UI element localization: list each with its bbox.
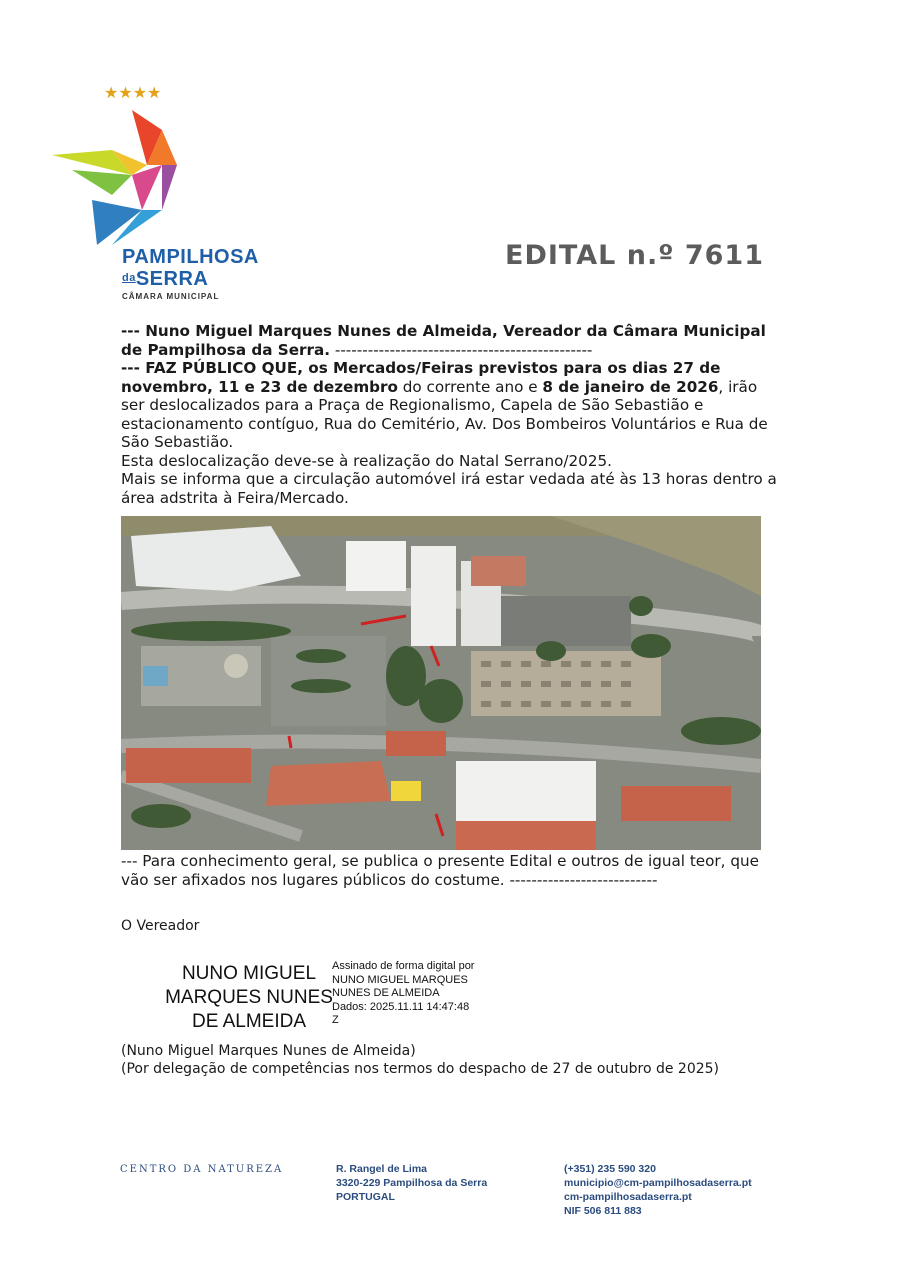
footer-website[interactable]: cm-pampilhosadaserra.pt — [564, 1191, 692, 1203]
intro-bold: Nuno Miguel Marques Nunes de Almeida, Vereador da Câmara Municipal de Pampilhosa da Serra. — [121, 322, 766, 359]
closing-text: --- Para conhecimento geral, se publica o presente Edital e outros de igual teor, que vão ser afixados nos lugares públicos do costume. — [121, 852, 759, 889]
announcement-text-1: do corrente ano e — [397, 377, 543, 396]
footer-email[interactable]: municipio@cm-pampilhosadaserra.pt — [564, 1177, 752, 1189]
digital-signature-name: NUNO MIGUEL MARQUES NUNES DE ALMEIDA — [165, 963, 333, 1032]
footer-address-line3: PORTUGAL — [336, 1191, 395, 1203]
body-text — [121, 322, 781, 507]
logo-name-line2 — [122, 268, 208, 291]
traffic-paragraph: Mais se informa que a circulação automóvel irá estar vedada até às 13 horas dentro a área adstrita à Feira/Mercado. — [121, 470, 777, 507]
footer-slogan: CENTRO DA NATUREZA — [120, 1164, 284, 1175]
signature-role: O Vereador — [121, 918, 200, 934]
sig-info-line5: Z — [332, 1014, 339, 1026]
reason-paragraph: Esta deslocalização deve-se à realização do Natal Serrano/2025. — [121, 451, 612, 470]
closing-dashes: --------------------------- — [504, 871, 658, 889]
aerial-photo-icon — [121, 516, 761, 850]
sig-info-line1: Assinado de forma digital por — [332, 960, 475, 972]
aerial-map-image — [121, 516, 761, 850]
municipality-logo — [52, 70, 282, 310]
announcement-text-2: , irão ser deslocalizados para a Praça de Regionalismo, Capela de São Sebastião e estacionamento contíguo, Rua do Cemitério, Av. Dos Bombeiros Voluntários e Rua de São Sebastião. — [121, 377, 768, 451]
intro-prefix: --- — [121, 322, 146, 340]
footer-contacts — [564, 1162, 752, 1218]
sig-info-line3: NUNES DE ALMEIDA — [332, 987, 440, 999]
digital-signature-info — [332, 960, 522, 1028]
announcement-paragraph — [121, 359, 781, 452]
document-title: EDITAL n.º 7611 — [505, 240, 764, 271]
logo-stars: ★★★★ — [104, 83, 162, 102]
announcement-bold-1: FAZ PÚBLICO QUE, os Mercados/Feiras previstos para os dias 27 de novembro, 11 e 23 de dezembro — [121, 359, 721, 396]
intro-paragraph — [121, 322, 781, 359]
logo-subtitle: CÂMARA MUNICIPAL — [122, 292, 220, 301]
footer-address — [336, 1162, 487, 1204]
footer-address-line1: R. Rangel de Lima — [336, 1163, 428, 1175]
signer-name: (Nuno Miguel Marques Nunes de Almeida) — [121, 1043, 416, 1059]
logo-name-serra: SERRA — [135, 268, 209, 290]
announcement-bold-2: 8 de janeiro de 2026 — [542, 377, 719, 396]
sig-info-line4: Dados: 2025.11.11 14:47:48 — [332, 1000, 470, 1013]
logo-name-line1: PAMPILHOSA — [122, 246, 259, 268]
footer-phone: (+351) 235 590 320 — [564, 1163, 656, 1175]
intro-dashes: ----------------------------------------------- — [330, 340, 593, 359]
sig-info-line2: NUNO MIGUEL MARQUES — [332, 973, 468, 986]
delegation-note: (Por delegação de competências nos termos do despacho de 27 de outubro de 2025) — [121, 1061, 720, 1077]
footer-nif: NIF 506 811 883 — [564, 1205, 642, 1217]
announcement-prefix: --- — [121, 359, 146, 377]
logo-name-de: da — [122, 272, 136, 284]
logo-emblem-icon — [52, 70, 282, 250]
signer-block — [121, 1042, 719, 1078]
closing-paragraph — [121, 852, 781, 890]
footer-address-line2: 3320-229 Pampilhosa da Serra — [336, 1177, 488, 1189]
